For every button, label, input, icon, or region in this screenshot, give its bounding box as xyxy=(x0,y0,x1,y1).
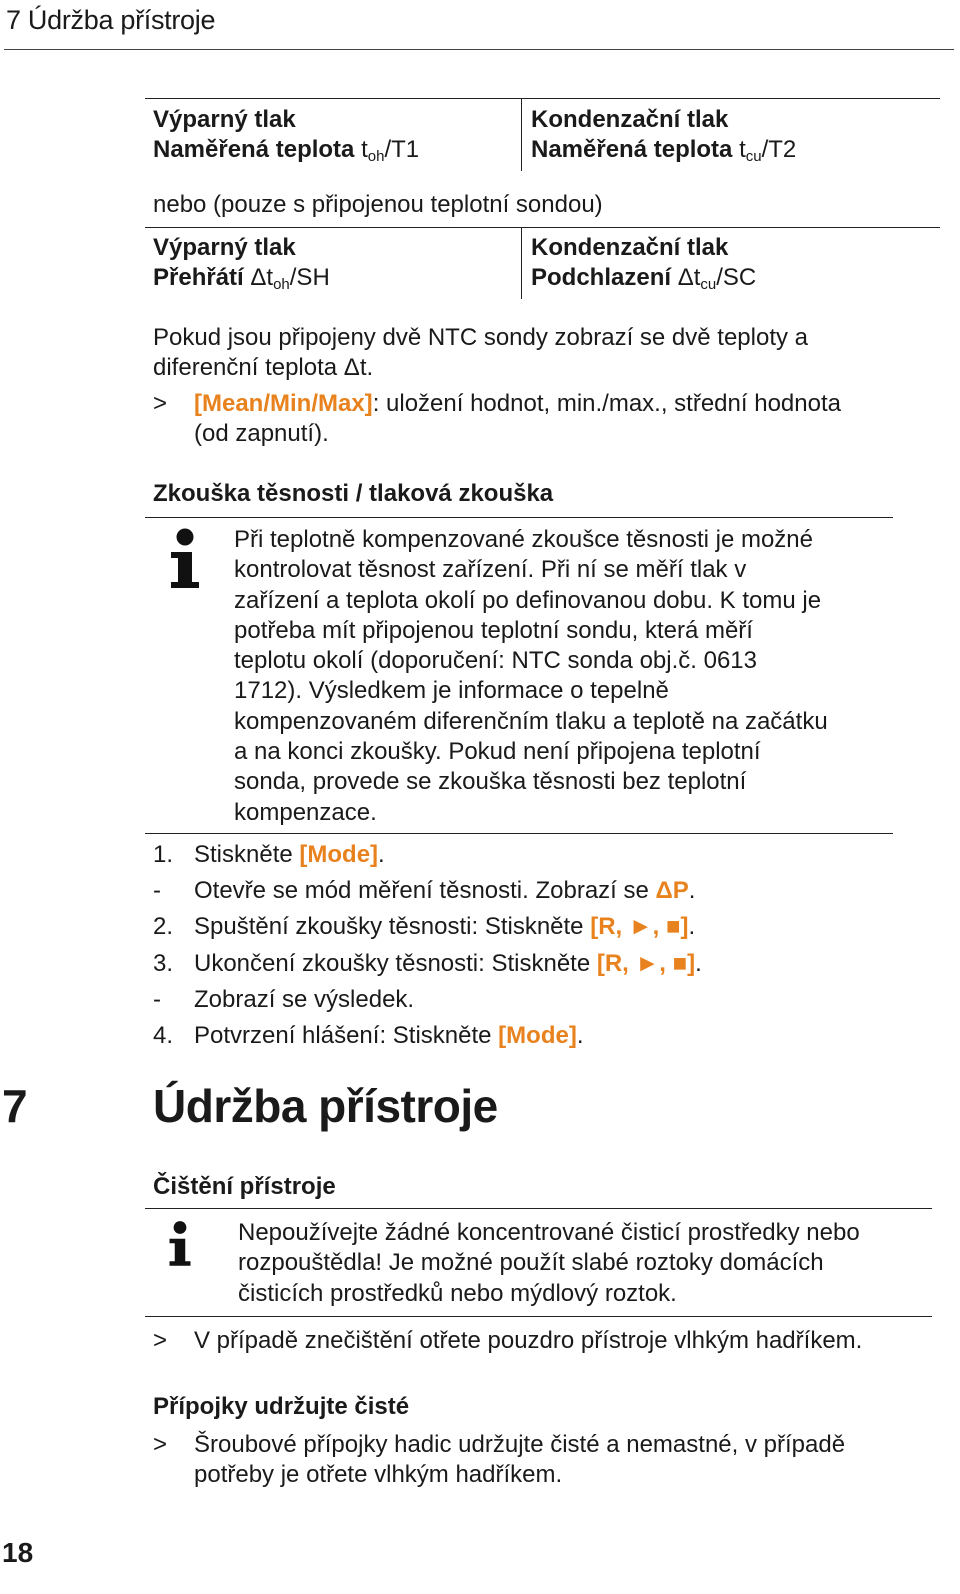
table2-divider xyxy=(521,228,522,299)
cleaning-info-text: Nepoužívejte žádné koncentrované čisticí prostředky nebo rozpouštědla! Je možné použít slabé roztoky domácích čisticích prostředků nebo mýdlový roztok. xyxy=(238,1219,860,1307)
table2-top-rule xyxy=(145,227,940,228)
running-header: 7 Údržba přístroje xyxy=(6,5,216,35)
table2-left-cell xyxy=(153,233,330,293)
table1-right-cell xyxy=(531,105,796,165)
table1-top-rule xyxy=(145,98,940,99)
mean-min-max-key: [Mean/Min/Max] xyxy=(194,390,373,417)
table1-left-sub: Naměřená teplota $t_{oh}/T1$ xyxy=(153,136,420,165)
info-icon xyxy=(165,1220,195,1268)
cleaning-step-marker: > xyxy=(153,1327,168,1354)
connections-title: Přípojky udržujte čisté xyxy=(153,1393,410,1420)
step-4: Potvrzení hlášení: Stiskněte [Mode]. xyxy=(194,1022,584,1049)
step-result-open: Otevře se mód měření těsnosti. Zobrazí se ΔP. xyxy=(194,877,696,904)
table2-right-cell xyxy=(531,233,756,293)
cleaning-title: Čištění přístroje xyxy=(153,1173,336,1200)
table2-left-sub: Přehřátí $\Delta t_{oh}/SH$ xyxy=(153,264,330,293)
table2-left-title: Výparný tlak xyxy=(153,234,296,261)
leak-info-text: Při teplotně kompenzované zkoušce těsnosti je možné kontrolovat těsnost zařízení. Při ní se měří tlak v zařízení a teplota okolí po definovanou dobu. K tomu je potřeba mít připojenou teplotní sondu, která měří teplotu okolí (doporučení: NTC sonda obj.č. 0613 1712). Výsledkem je informace o tepelně kompenzovaném diferenčním tlaku a teplotě na začátku a na konci zkoušky. Pokud není připojena teplotní sonda, provede se zkouška těsnosti bez teplotní kompenzace. xyxy=(234,526,828,826)
cleaning-info-bottom-rule xyxy=(145,1316,932,1317)
chapter-title: Údržba přístroje xyxy=(153,1080,498,1132)
step-3: Ukončení zkoušky těsnosti: Stiskněte [R, ►, ■]. xyxy=(194,950,702,977)
cleaning-info-top-rule xyxy=(145,1208,932,1209)
leak-info-top-rule xyxy=(145,517,893,518)
table2-right-title: Kondenzační tlak xyxy=(531,234,729,261)
table1-left-cell xyxy=(153,105,419,165)
or-note: nebo (pouze s připojenou teplotní sondou) xyxy=(153,191,603,218)
leak-section-title: Zkouška těsnosti / tlaková zkouška xyxy=(153,480,554,507)
page-number: 18 xyxy=(2,1537,34,1568)
mean-step: [Mean/Min/Max]: uložení hodnot, min./max., střední hodnota (od zapnutí). xyxy=(194,390,841,447)
mean-step-marker: > xyxy=(153,390,168,417)
connections-step-marker: > xyxy=(153,1431,168,1458)
table2-right-sub: Podchlazení $\Delta t_{cu}/SC$ xyxy=(531,264,757,293)
leak-steps: 1. Stiskněte [Mode]. - Otevře se mód měření těsnosti. Zobrazí se ΔP. 2. Spuštění zkoušky těsnosti: Stiskněte [R, ►, ■]. 3. Ukončení zkoušky těsnosti: Stiskněte [R, ►, ■]. - Zobrazí se výsledek. 4. Potvrzení hlášení: Stiskněte [Mode]. xyxy=(153,841,702,1049)
info-icon xyxy=(165,528,205,590)
header-rule xyxy=(4,49,954,50)
table1-divider xyxy=(521,99,522,171)
table1-right-title: Kondenzační tlak xyxy=(531,106,729,133)
chapter-number: 7 xyxy=(2,1080,28,1132)
connections-step: Šroubové přípojky hadic udržujte čisté a nemastné, v případě potřeby je otřete vlhkým hadříkem. xyxy=(194,1431,846,1488)
step-result-shown: Zobrazí se výsledek. xyxy=(194,986,415,1013)
step-2: Spuštění zkoušky těsnosti: Stiskněte [R, ►, ■]. xyxy=(194,913,696,940)
cleaning-step: V případě znečištění otřete pouzdro přístroje vlhkým hadříkem. xyxy=(194,1327,863,1354)
ntc-paragraph: Pokud jsou připojeny dvě NTC sondy zobrazí se dvě teploty a diferenční teplota Δt. xyxy=(153,324,809,381)
leak-info-bottom-rule xyxy=(145,833,893,834)
step-1: Stiskněte [Mode]. xyxy=(194,841,385,868)
table1-left-title: Výparný tlak xyxy=(153,106,296,133)
table1-right-sub: Naměřená teplota $t_{cu}/T2$ xyxy=(531,136,797,165)
